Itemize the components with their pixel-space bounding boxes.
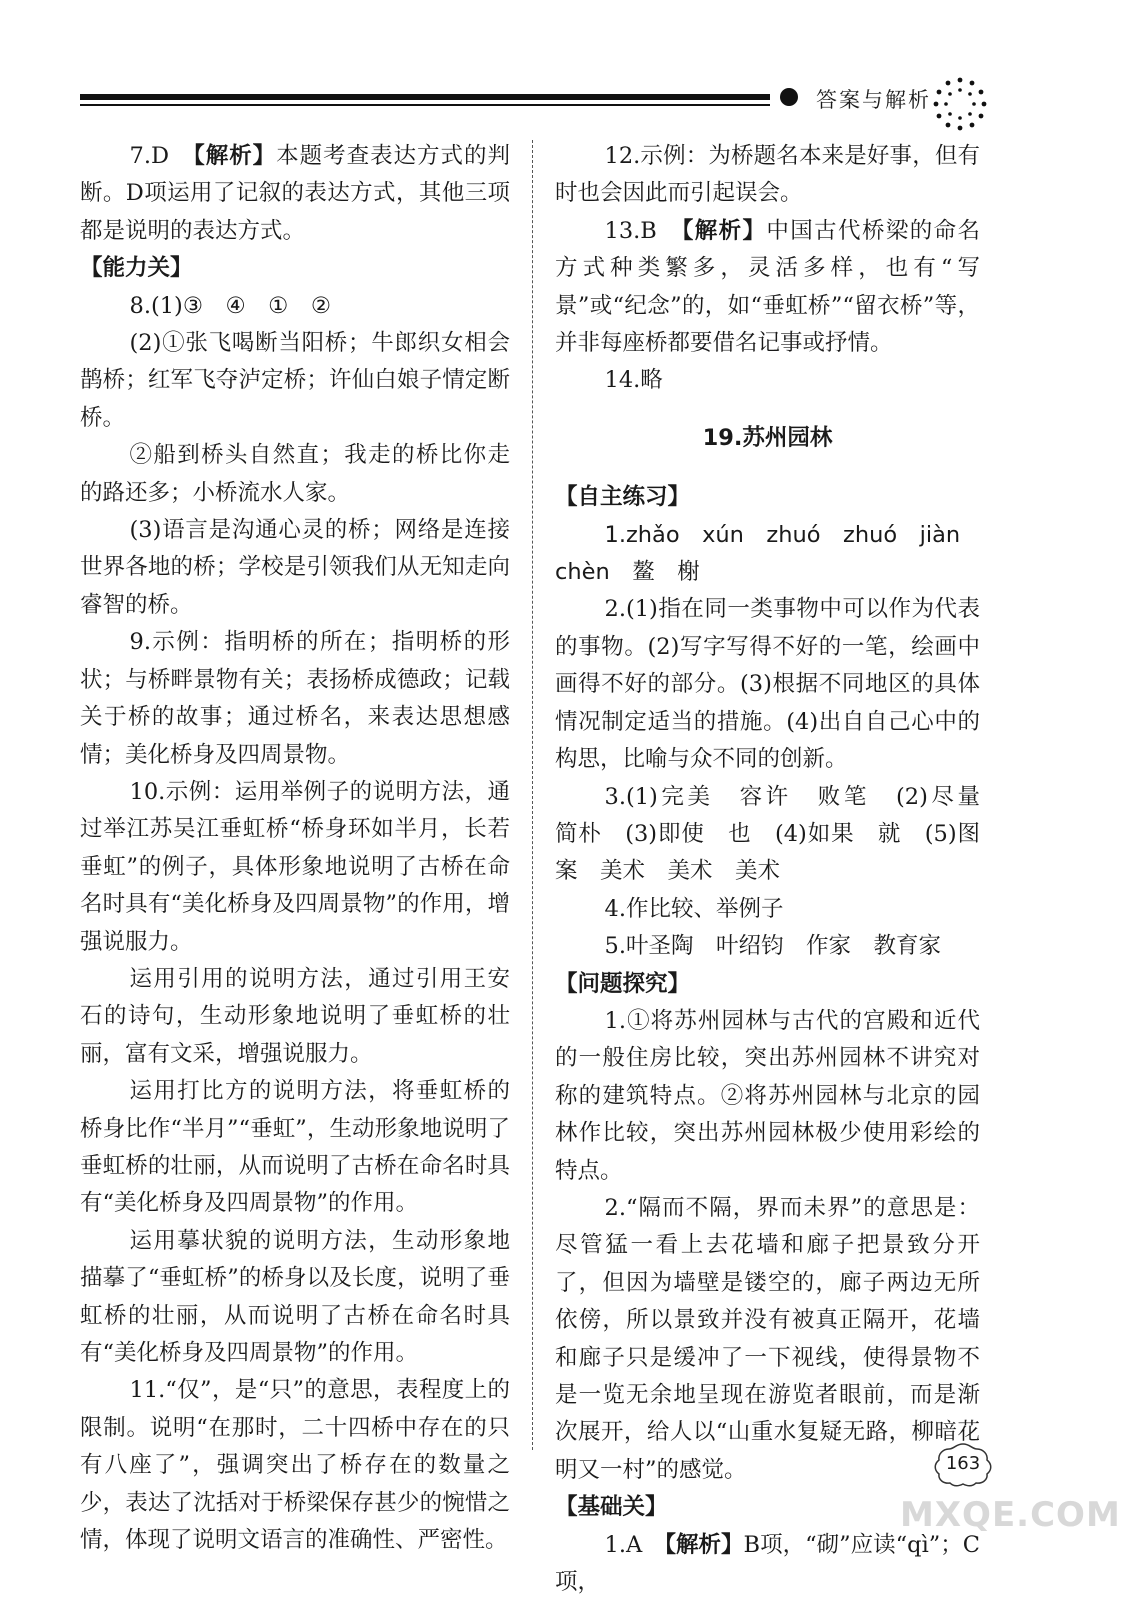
answer-q14: 14.略: [604, 367, 663, 394]
answer-q7: 7.D 【解析】本题考查表达方式的判断。D项运用了记叙的表达方式，其他三项都是说明的表达方式。: [80, 143, 510, 244]
section-heading-ability: 【能力关】: [80, 255, 193, 282]
answer-q13: 13.B 【解析】中国古代桥梁的命名方式种类繁多，灵活多样，也有“写景”或“纪念”的，如“垂虹桥”“留衣桥”等，并非每座桥都要借名记事或抒情。: [555, 217, 980, 357]
answer-self-5: 5.叶圣陶 叶绍钧 作家 教育家: [604, 933, 941, 960]
answer-q8-part4: (3)语言是沟通心灵的桥；网络是连接世界各地的桥；学校是引领我们从无知走向睿智的桥。: [80, 517, 510, 618]
answer-self-1-line2: chèn 鳌 榭: [555, 559, 700, 586]
chapter-title: 19.苏州园林: [702, 424, 833, 451]
dotted-circle-ornament-icon: [928, 72, 992, 136]
bullet-dot-icon: [780, 88, 798, 106]
answer-inquiry-1: 1.①将苏州园林与古代的宫殿和近代的一般住房比较，突出苏州园林不讲究对称的建筑特点。②将苏州园林与北京的园林作比较，突出苏州园林极少使用彩绘的特点。: [555, 1007, 980, 1184]
answer-q11: 11.“仅”，是“只”的意思，表程度上的限制。说明“在那时，二十四桥中存在的只有八座了”，强调突出了桥存在的数量之少，表达了沈括对于桥梁保存甚少的惋惜之情，体现了说明文语言的准确性、严密性。: [80, 1377, 510, 1554]
answer-self-3: 3.(1)完美 容许 败笔 (2)尽量 简朴 (3)即使 也 (4)如果 就 (5)图案 美术 美术 美术: [555, 783, 1003, 885]
answer-q12: 12.示例：为桥题名本来是好事，但有时也会因此而引起误会。: [555, 143, 980, 207]
section-heading-self-practice: 【自主练习】: [555, 484, 691, 511]
right-column: [555, 138, 1003, 1601]
page-number-badge: [930, 1440, 996, 1488]
answer-q10-para1: 10.示例：运用举例子的说明方法，通过举江苏吴江垂虹桥“桥身环如半月，长若垂虹”的例子，具体形象地说明了古桥在命名时具有“美化桥身及四周景物”的作用，增强说服力。: [80, 778, 510, 955]
answer-q8-part3: ②船到桥头自然直；我走的桥比你走的路还多；小桥流水人家。: [80, 442, 510, 506]
header-rule-thin: [80, 104, 770, 106]
section-heading-basic: 【基础关】: [555, 1494, 668, 1521]
page-number: 163: [945, 1453, 981, 1474]
answer-q10-para3: 运用打比方的说明方法，将垂虹桥的桥身比作“半月”“垂虹”，生动形象地说明了垂虹桥的壮丽，从而说明了古桥在命名时具有“美化桥身及四周景物”的作用。: [80, 1078, 510, 1217]
answer-inquiry-2: 2.“隔而不隔，界而未界”的意思是：尽管猛一看上去花墙和廊子把景致分开了，但因为墙壁是镂空的，廊子两边无所依傍，所以景致并没有被真正隔开，花墙和廊子只是缓冲了一下视线，使得景物不是一览无余地呈现在游览者眼前，而是渐次展开，给人以“山重水复疑无路，柳暗花明又一村”的感觉。: [555, 1194, 980, 1483]
answer-q10-para2: 运用引用的说明方法，通过引用王安石的诗句，生动形象地说明了垂虹桥的壮丽，富有文采，增强说服力。: [80, 965, 510, 1067]
section-heading-inquiry: 【问题探究】: [555, 970, 691, 997]
answer-self-4: 4.作比较、举例子: [604, 895, 784, 922]
answer-q9: 9.示例：指明桥的所在；指明桥的形状；与桥畔景物有关；表扬桥成德政；记载关于桥的故事；通过桥名，来表达思想感情；美化桥身及四周景物。: [80, 629, 510, 768]
answer-q8-part1: 8.(1)③ ④ ① ②: [129, 292, 332, 319]
header-rule: [80, 94, 770, 100]
watermark-text: MXQE.COM: [900, 1495, 1121, 1535]
answer-basic-1: 1.A 【解析】B项，“砌”应读“qì”；C项，: [555, 1531, 980, 1596]
answer-self-2: 2.(1)指在同一类事物中可以作为代表的事物。(2)写字写得不好的一笔，绘画中画得不好的部分。(3)根据不同地区的具体情况制定适当的措施。(4)出自自己心中的构思，比喻与众不同的创新。: [555, 596, 980, 773]
left-column: [80, 138, 510, 1559]
answer-self-1-pinyin: 1.zhǎo xún zhuó zhuó jiàn: [604, 521, 961, 548]
page-header-title: 答案与解析: [816, 88, 931, 112]
answer-q8-part2: (2)①张飞喝断当阳桥；牛郎织女相会鹊桥；红军飞夺泸定桥；许仙白娘子情定断桥。: [80, 330, 510, 431]
answer-q10-para4: 运用摹状貌的说明方法，生动形象地描摹了“垂虹桥”的桥身以及长度，说明了垂虹桥的壮丽，从而说明了古桥在命名时具有“美化桥身及四周景物”的作用。: [80, 1227, 510, 1366]
column-divider: [532, 140, 533, 1450]
